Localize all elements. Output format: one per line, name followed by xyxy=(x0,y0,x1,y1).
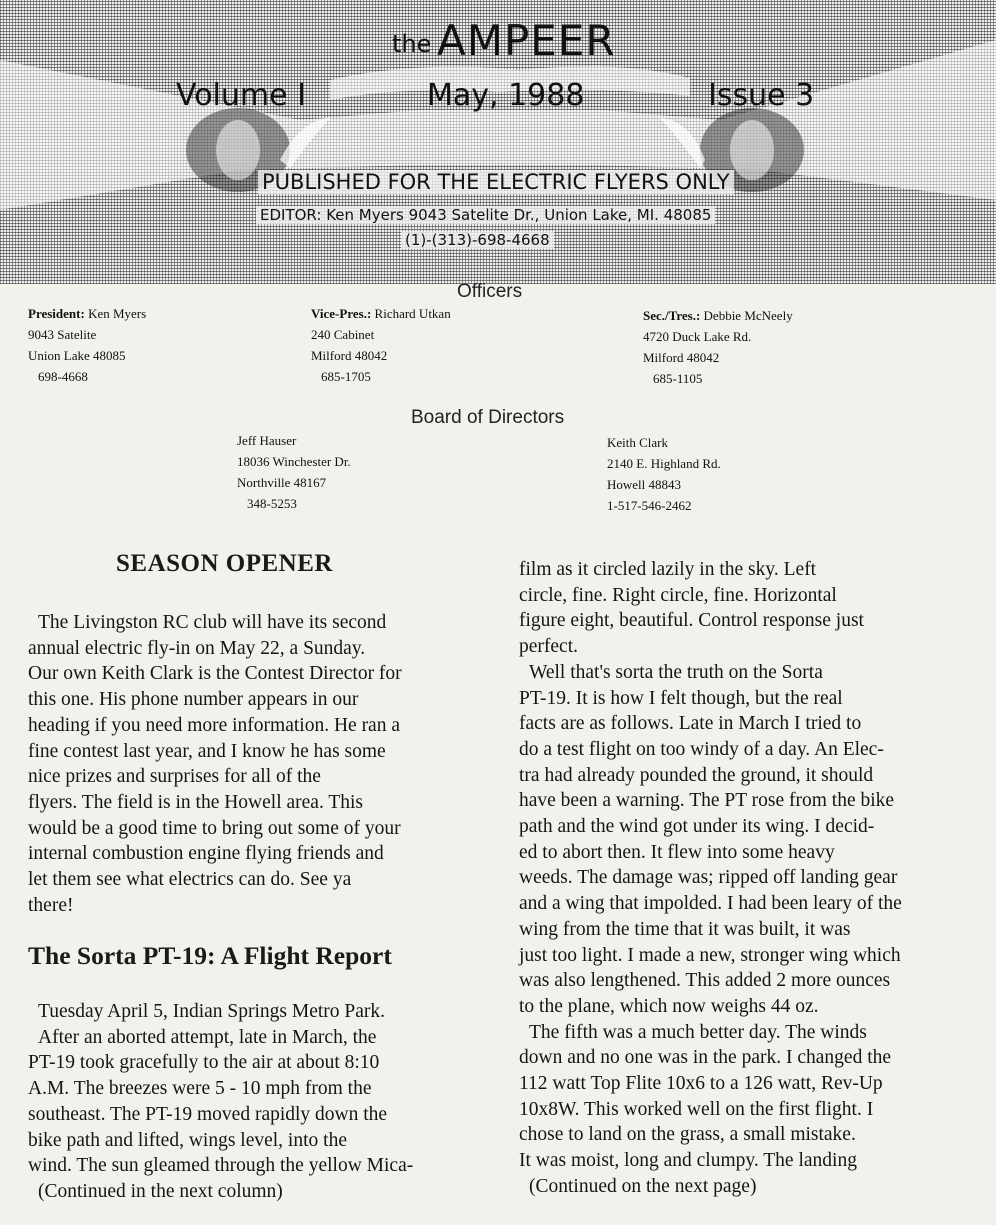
director-entry xyxy=(607,432,721,516)
text-line: PT-19 took gracefully to the air at about 8:10 xyxy=(28,1052,380,1074)
text-line: bike path and lifted, wings level, into the xyxy=(28,1129,347,1151)
officer-street: 240 Cabinet xyxy=(311,327,375,342)
text-line: just too light. I made a new, stronger wing which xyxy=(519,944,901,966)
text-line: chose to land on the grass, a small mistake. xyxy=(519,1124,856,1146)
officer-name: Ken Myers xyxy=(88,306,147,321)
continued-note: (Continued on the next page) xyxy=(529,1175,757,1197)
text-line: tra had already pounded the ground, it should xyxy=(519,764,874,786)
director-city: Howell 48843 xyxy=(607,477,682,492)
published-tagline: PUBLISHED FOR THE ELECTRIC FLYERS ONLY xyxy=(258,170,734,194)
text-line: film as it circled lazily in the sky. Left xyxy=(519,559,817,580)
officer-president xyxy=(28,303,146,387)
text-line: annual electric fly-in on May 22, a Sunday. xyxy=(28,637,366,659)
director-street: 18036 Winchester Dr. xyxy=(237,454,351,469)
officer-city: Union Lake 48085 xyxy=(28,348,126,363)
director-phone: 1-517-546-2462 xyxy=(607,498,692,513)
article-body-flight-report-right xyxy=(519,557,969,1200)
text-line: Tuesday April 5, Indian Springs Metro Park. xyxy=(38,1001,386,1022)
editor-line: EDITOR: Ken Myers 9043 Satelite Dr., Union Lake, MI. 48085 xyxy=(256,206,715,224)
text-line: figure eight, beautiful. Control response just xyxy=(519,610,864,632)
text-line: After an aborted attempt, late in March, the xyxy=(38,1026,377,1048)
officer-role: President: xyxy=(28,306,85,321)
director-entry xyxy=(237,430,351,514)
text-line: 10x8W. This worked well on the first flight. I xyxy=(519,1098,874,1120)
text-line: internal combustion engine flying friends and xyxy=(28,843,384,865)
text-line: 112 watt Top Flite 10x6 to a 126 watt, Rev-Up xyxy=(519,1073,883,1095)
text-line: this one. His phone number appears in our xyxy=(28,689,359,711)
text-line: to the plane, which now weighs 44 oz. xyxy=(519,995,819,1017)
officer-phone: 698-4668 xyxy=(38,369,88,384)
text-line: was also lengthened. This added 2 more ounces xyxy=(519,970,891,992)
text-line: circle, fine. Right circle, fine. Horizontal xyxy=(519,584,837,606)
text-line: PT-19. It is how I felt though, but the real xyxy=(519,687,843,709)
officers-heading: Officers xyxy=(457,281,523,302)
article-body-flight-report-left xyxy=(28,999,488,1205)
article-title-flight-report: The Sorta PT-19: A Flight Report xyxy=(28,941,392,970)
text-line: let them see what electrics can do. See ya xyxy=(28,869,352,891)
text-line: fine contest last year, and I know he has some xyxy=(28,740,386,762)
volume-label: Volume I xyxy=(176,78,306,113)
director-city: Northville 48167 xyxy=(237,475,327,490)
text-line: there! xyxy=(28,894,74,916)
text-line: southeast. The PT-19 moved rapidly down the xyxy=(28,1103,388,1125)
text-line: perfect. xyxy=(519,636,578,658)
issue-date: May, 1988 xyxy=(427,78,585,113)
text-line: It was moist, long and clumpy. The landing xyxy=(519,1150,857,1172)
text-line: nice prizes and surprises for all of the xyxy=(28,766,321,788)
text-line: flyers. The field is in the Howell area. This xyxy=(28,791,364,813)
masthead-banner xyxy=(0,0,996,284)
text-line: down and no one was in the park. I changed the xyxy=(519,1047,892,1069)
director-street: 2140 E. Highland Rd. xyxy=(607,456,721,471)
text-line: The fifth was a much better day. The winds xyxy=(529,1021,867,1043)
text-line: would be a good time to bring out some of your xyxy=(28,817,401,839)
text-line: facts are as follows. Late in March I tried to xyxy=(519,713,862,735)
text-line: Well that's sorta the truth on the Sorta xyxy=(529,661,823,683)
text-line: wing from the time that it was built, it was xyxy=(519,918,851,940)
editor-phone: (1)-(313)-698-4668 xyxy=(401,231,554,249)
text-line: do a test flight on too windy of a day. An Elec- xyxy=(519,738,884,760)
text-line: weeds. The damage was; ripped off landing gear xyxy=(519,867,898,889)
officer-name: Richard Utkan xyxy=(374,306,451,321)
officer-city: Milford 48042 xyxy=(311,348,388,363)
officer-secretary-treasurer xyxy=(643,305,793,389)
continued-note: (Continued in the next column) xyxy=(38,1180,283,1202)
text-line: A.M. The breezes were 5 - 10 mph from the xyxy=(28,1078,372,1100)
officer-street: 4720 Duck Lake Rd. xyxy=(643,329,752,344)
issue-number: Issue 3 xyxy=(708,78,815,113)
newsletter-name: AMPEER xyxy=(437,16,616,65)
officer-street: 9043 Satelite xyxy=(28,327,97,342)
director-name: Jeff Hauser xyxy=(237,433,297,448)
director-name: Keith Clark xyxy=(607,435,669,450)
officer-name: Debbie McNeely xyxy=(703,308,793,323)
board-heading: Board of Directors xyxy=(411,407,565,428)
text-line: have been a warning. The PT rose from the bike xyxy=(519,790,895,812)
text-line: ed to abort then. It flew into some heavy xyxy=(519,841,835,863)
text-line: heading if you need more information. He ran a xyxy=(28,714,400,736)
officer-role: Vice-Pres.: xyxy=(311,306,372,321)
article-title-season-opener: SEASON OPENER xyxy=(116,550,333,577)
text-line: The Livingston RC club will have its second xyxy=(38,612,387,633)
officer-phone: 685-1705 xyxy=(321,369,371,384)
officer-phone: 685-1105 xyxy=(653,371,703,386)
article-body-season-opener xyxy=(28,610,478,918)
masthead-the: the xyxy=(392,30,432,58)
text-line: Our own Keith Clark is the Contest Director for xyxy=(28,663,402,685)
officer-role: Sec./Tres.: xyxy=(643,308,701,323)
officer-city: Milford 48042 xyxy=(643,350,720,365)
text-line: wind. The sun gleamed through the yellow Mica- xyxy=(28,1155,414,1177)
officer-vice-president xyxy=(311,303,451,387)
director-phone: 348-5253 xyxy=(247,496,297,511)
text-line: path and the wind got under its wing. I decid- xyxy=(519,816,875,838)
text-line: and a wing that impolded. I had been leary of the xyxy=(519,893,902,915)
